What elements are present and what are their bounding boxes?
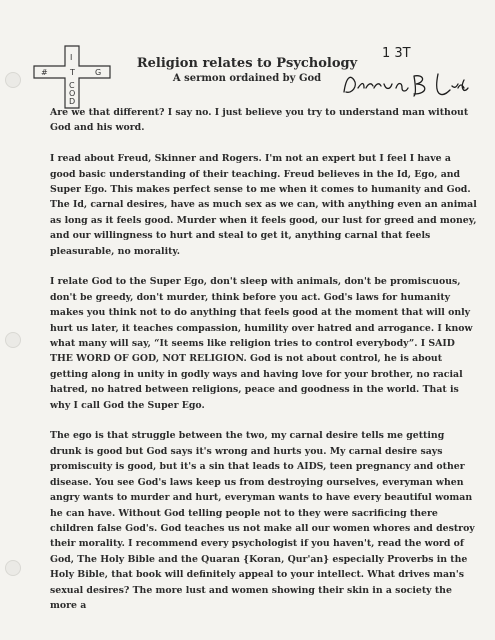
paragraph: The ego is that struggle between the two, my carnal desire tells me getting drunk is good but God says it's wrong and hurts you. My carnal desire says promiscuity is good, but it's a sin that leads to AIDS, teen pregnancy and other disease. You see God's laws keep us from destroying ourselves, everyman when angry wants to murder and hurt, everyman wants to have every beautiful woman he can have. Without God telling people not to they were sacrificing there children false God's. God teaches us not make all our women whores and destroy their morality. I recommend every psychologist if you haven't, read the word of God, The Holy Bible and the Quaran {Koran, Qur'an} especially Proverbs in the Holy Bible, that book will definitely appeal to your intellect. What drives man's sexual desires? The more lust and women showing their skin in a society the more a [50, 430, 475, 611]
document-subtitle: A sermon ordained by God [172, 73, 322, 84]
emblem-below-3: D [69, 97, 76, 106]
emblem-below-1: C [69, 81, 75, 90]
page-mark: 1 3T [382, 46, 411, 61]
paragraph: I relate God to the Super Ego, don't sleep with animals, don't be promiscuous, don't be greedy, don't murder, think before you act. God's laws for humanity makes you think not to do anything that feels good at the moment that will only hurt us later, it teaches compassion, humility over hatred and arrogance. I know what many will say, “It seems like religion tries to control everybody”. I SAID THE WORD OF GOD, NOT RELIGION. God is not about control, he is about getting along in unity in godly ways and having love for your brother, no racial hatred, no hatred between religions, peace and goodness in the world. That is why I call God the Super Ego. [50, 276, 473, 411]
body-text [50, 105, 478, 629]
binder-hole [5, 560, 21, 576]
document-title: Religion relates to Psychology [136, 56, 358, 71]
emblem-center: T [70, 68, 75, 77]
paragraph: Are we that different? I say no. I just believe you try to understand man without God and his word. [50, 107, 469, 134]
emblem-right: G [95, 68, 102, 77]
cross-emblem [32, 44, 112, 110]
emblem-left: # [41, 68, 48, 77]
binder-hole [5, 332, 21, 348]
signature [340, 70, 470, 100]
emblem-below-2: O [69, 89, 76, 98]
paragraph: I read about Freud, Skinner and Rogers. I'm not an expert but I feel I have a good basic understanding of their teaching. Freud believes in the Id, Ego, and Super Ego. This makes perfect sense to me when it comes to humanity and God. The Id, carnal desires, have as much sex as we can, with anything even an animal as long as it feels good. Murder when it feels good, our lust for greed and money, and our willingness to hurt and steal to get it, anything carnal that feels pleasurable, no morality. [50, 153, 477, 257]
binder-hole [5, 72, 21, 88]
emblem-top: I [70, 53, 73, 62]
header [122, 56, 372, 84]
